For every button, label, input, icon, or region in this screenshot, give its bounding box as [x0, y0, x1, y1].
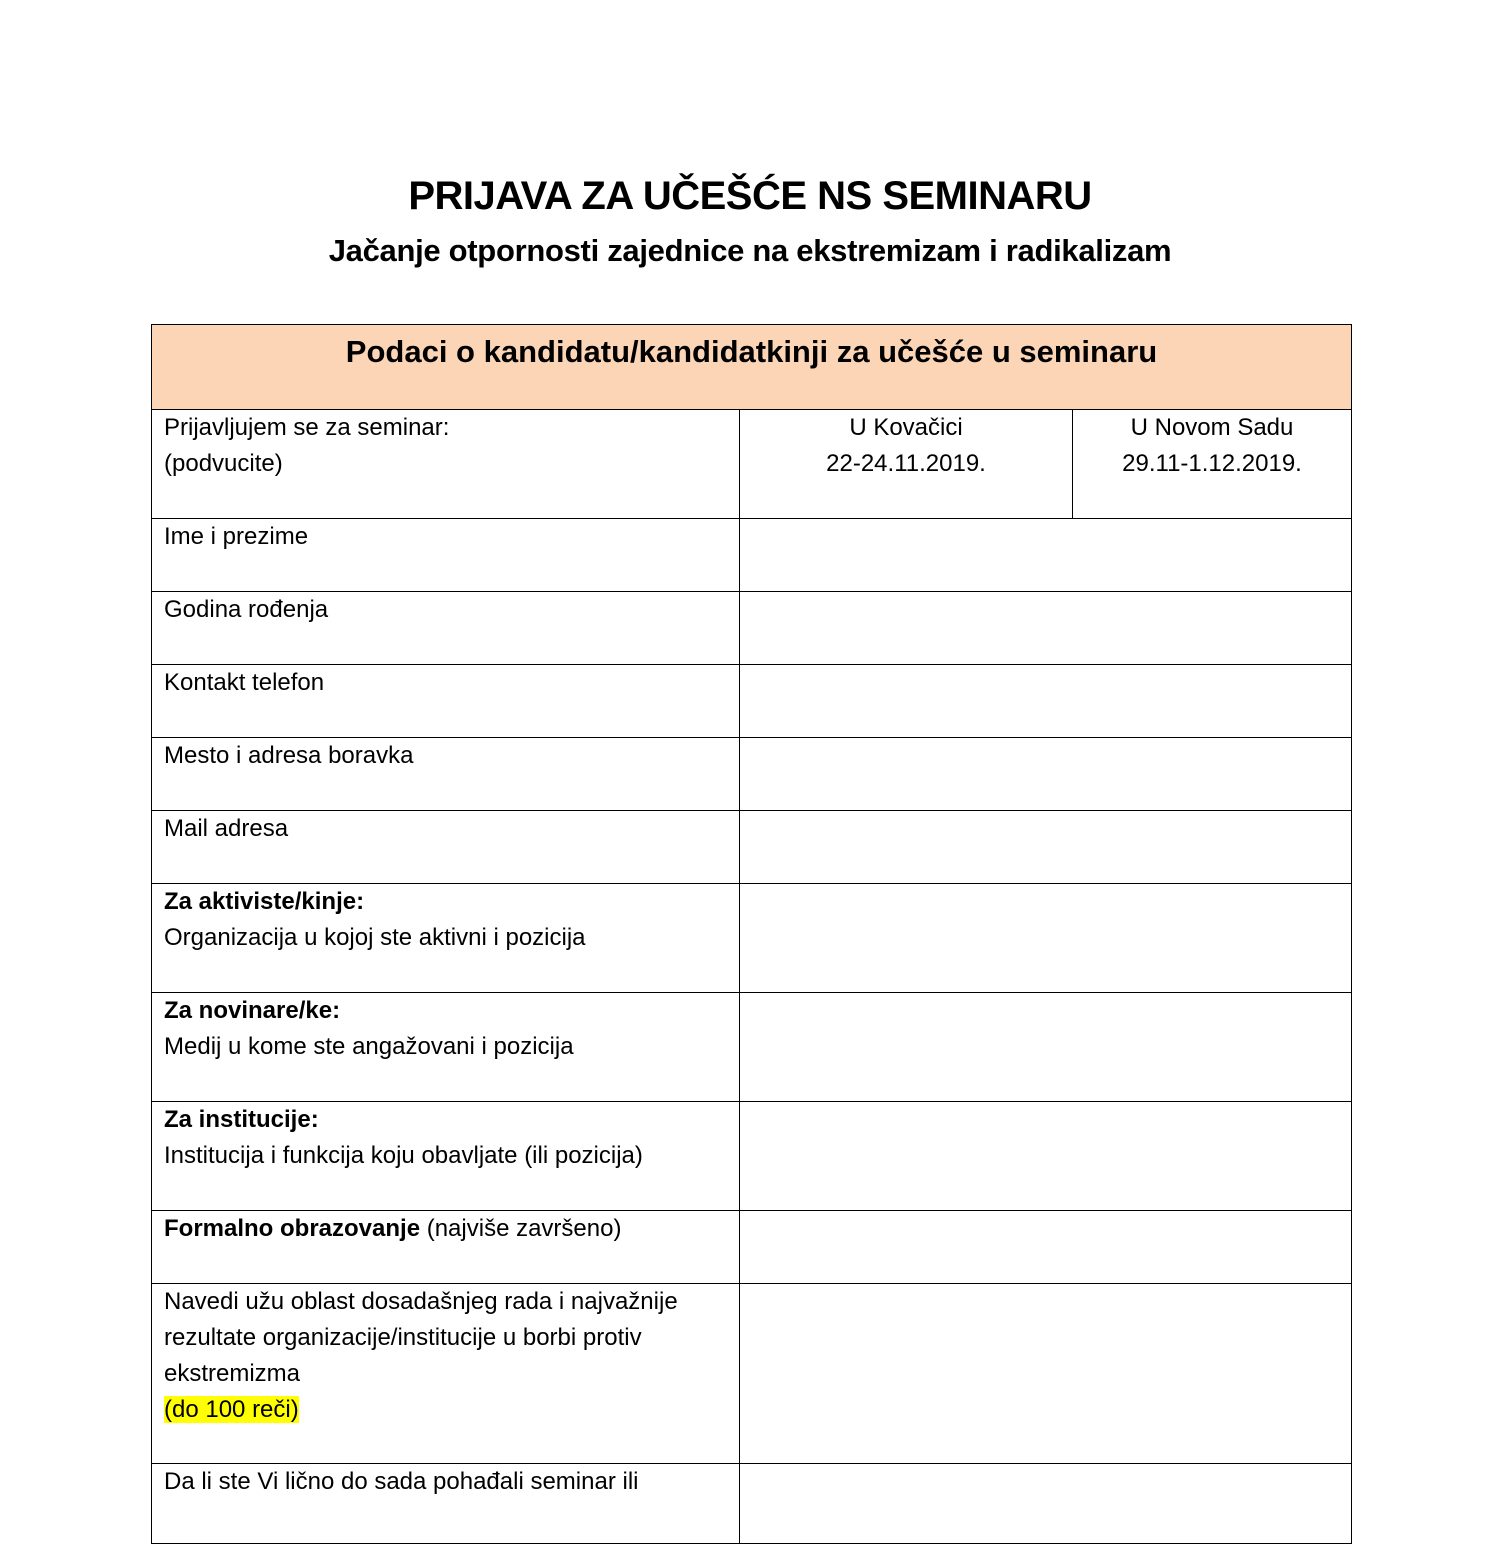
field-label-text: Institucija i funkcija koju obavljate (ili pozicija) — [164, 1142, 643, 1169]
field-input-journalists[interactable] — [740, 993, 1352, 1102]
table-row — [152, 884, 1352, 993]
seminar-label — [152, 410, 740, 519]
field-label-bold: Za novinare/ke: — [164, 997, 341, 1024]
field-label-previous-seminar: Da li ste Vi lično do sada pohađali seminar ili — [152, 1464, 740, 1544]
field-label-email: Mail adresa — [152, 811, 740, 884]
field-label-text: Navedi užu oblast dosadašnjeg rada i najvažnije rezultate organizacije/institucije u borbi protiv ekstremizma — [164, 1288, 678, 1387]
document-subtitle: Jačanje otpornosti zajednice na ekstremizam i radikalizam — [328, 233, 1172, 268]
seminar-option-place: U Kovačici — [849, 414, 963, 441]
document-title: PRIJAVA ZA UČEŠĆE NS SEMINARU — [408, 174, 1092, 218]
field-input-work-area[interactable] — [740, 1284, 1352, 1464]
word-limit-note: (do 100 reči) — [164, 1396, 299, 1423]
seminar-option-place: U Novom Sadu — [1130, 414, 1294, 441]
table-row — [152, 665, 1352, 738]
field-input-previous-seminar[interactable] — [740, 1464, 1352, 1544]
field-input-phone[interactable] — [740, 665, 1352, 738]
seminar-option-kovacica[interactable] — [740, 410, 1073, 519]
field-input-activists[interactable] — [740, 884, 1352, 993]
seminar-option-novi-sad[interactable] — [1073, 410, 1352, 519]
field-input-institutions[interactable] — [740, 1102, 1352, 1211]
field-label-bold: Za aktiviste/kinje: — [164, 888, 365, 915]
field-input-birth-year[interactable] — [740, 592, 1352, 665]
field-label-text: (najviše završeno) — [426, 1215, 622, 1242]
field-label-address: Mesto i adresa boravka — [152, 738, 740, 811]
table-row — [152, 1211, 1352, 1284]
field-label-text: Medij u kome ste angažovani i pozicija — [164, 1033, 574, 1060]
field-label-name: Ime i prezime — [152, 519, 740, 592]
field-input-email[interactable] — [740, 811, 1352, 884]
field-input-name[interactable] — [740, 519, 1352, 592]
seminar-label-line1: Prijavljujem se za seminar: — [164, 414, 450, 441]
field-label-text: Organizacija u kojoj ste aktivni i pozicija — [164, 924, 586, 951]
table-row — [152, 1102, 1352, 1211]
form-header-row — [152, 325, 1352, 410]
table-row — [152, 1464, 1352, 1544]
table-row — [152, 738, 1352, 811]
field-label-phone: Kontakt telefon — [152, 665, 740, 738]
field-label-birth-year: Godina rođenja — [152, 592, 740, 665]
seminar-option-dates: 29.11-1.12.2019. — [1122, 450, 1302, 477]
seminar-option-dates: 22-24.11.2019. — [826, 450, 986, 477]
seminar-row — [152, 410, 1352, 519]
table-row — [152, 519, 1352, 592]
table-row — [152, 993, 1352, 1102]
field-label-work-area — [152, 1284, 740, 1464]
field-label-activists — [152, 884, 740, 993]
seminar-label-line2: (podvucite) — [164, 450, 283, 477]
field-input-address[interactable] — [740, 738, 1352, 811]
field-input-education[interactable] — [740, 1211, 1352, 1284]
application-form-table — [151, 324, 1352, 1544]
field-label-education — [152, 1211, 740, 1284]
form-header: Podaci o kandidatu/kandidatkinji za učešće u seminaru — [152, 325, 1352, 410]
table-row — [152, 592, 1352, 665]
field-label-institutions — [152, 1102, 740, 1211]
field-label-bold: Za institucije: — [164, 1106, 319, 1133]
table-row — [152, 811, 1352, 884]
table-row — [152, 1284, 1352, 1464]
field-label-journalists — [152, 993, 740, 1102]
field-label-bold: Formalno obrazovanje — [164, 1215, 421, 1242]
